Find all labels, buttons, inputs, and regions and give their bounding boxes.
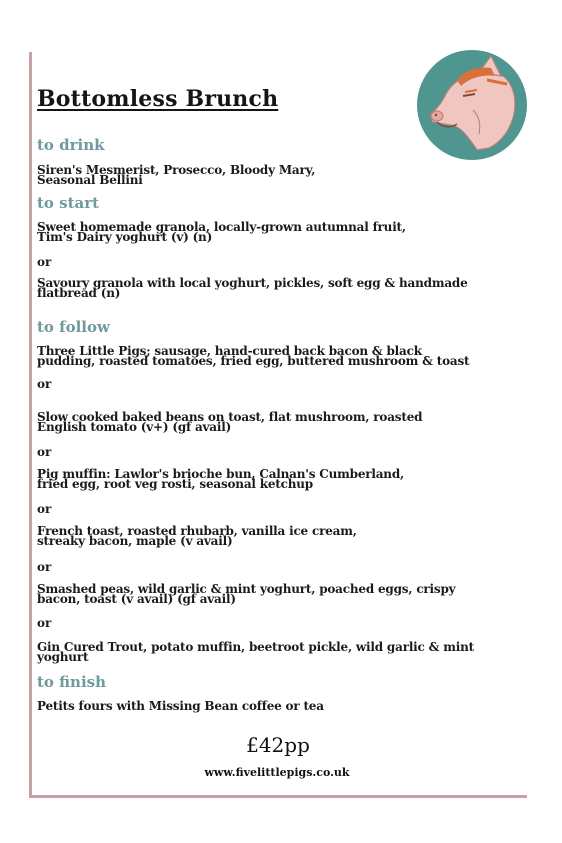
menu-item-petits-fours: Petits fours with Missing Bean coffee or tea (37, 699, 324, 713)
section-heading-follow: to follow (37, 318, 110, 336)
menu-item-baked-beans: Slow cooked baked beans on toast, flat mushroom, roasted English tomato (v+) (gf avail) (37, 410, 423, 434)
menu-item-pig-muffin: Pig muffin: Lawlor's brioche bun, Calnan's Cumberland, fried egg, root veg rosti, seasonal ketchup (37, 467, 405, 491)
bottom-border-rule (29, 795, 527, 798)
menu-item-drinks: Siren's Mesmerist, Prosecco, Bloody Mary, Seasonal Bellini (37, 163, 316, 187)
separator-or: or (37, 255, 52, 269)
section-heading-drink: to drink (37, 136, 105, 154)
menu-item-french-toast: French toast, roasted rhubarb, vanilla ice cream, streaky bacon, maple (v avail) (37, 524, 357, 548)
separator-or: or (37, 560, 52, 574)
pig-head-icon (417, 50, 527, 160)
menu-item-gin-cured-trout: Gin Cured Trout, potato muffin, beetroot pickle, wild garlic & mint yoghurt (37, 640, 474, 664)
section-heading-start: to start (37, 194, 100, 212)
section-heading-finish: to finish (37, 673, 107, 691)
left-border-rule (29, 52, 32, 798)
menu-item-sweet-granola: Sweet homemade granola, locally-grown autumnal fruit, Tim's Dairy yoghurt (v) (n) (37, 220, 406, 244)
separator-or: or (37, 445, 52, 459)
separator-or: or (37, 502, 52, 516)
website-link[interactable]: www.fivelittlepigs.co.uk (204, 766, 350, 779)
menu-item-savoury-granola: Savoury granola with local yoghurt, pickles, soft egg & handmade flatbread (n) (37, 276, 468, 300)
menu-item-three-little-pigs: Three Little Pigs; sausage, hand-cured back bacon & black pudding, roasted tomatoes, fried egg, buttered mushroom & toast (37, 344, 470, 368)
separator-or: or (37, 616, 52, 630)
menu-item-smashed-peas: Smashed peas, wild garlic & mint yoghurt, poached eggs, crispy bacon, toast (v avail) (gf avail) (37, 582, 456, 606)
separator-or: or (37, 377, 52, 391)
price: £42pp (246, 733, 310, 757)
menu-title: Bottomless Brunch (37, 86, 279, 112)
